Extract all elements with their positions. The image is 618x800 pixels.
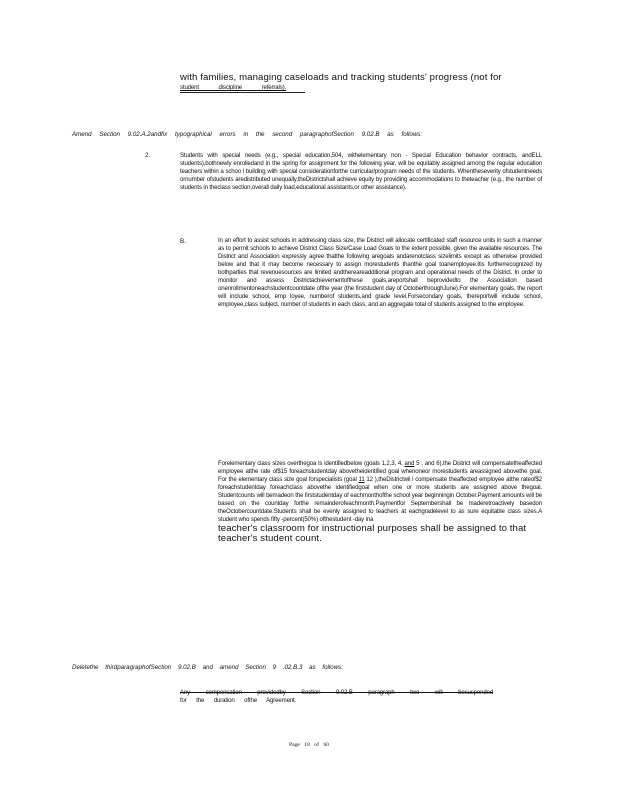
item-b-letter: B.: [180, 238, 186, 245]
para2-underlined-11: 11: [358, 476, 365, 484]
delete-instruction: Deletethe thirdparagraphofSection 9.02.B and amend Section 9 .02.B.3 as follows:: [72, 664, 343, 671]
item-2-text: Students with special needs (e.g., special education,504, withelementary non - Special Education behavior contracts, andELL students),bothnewly enrolledand in the spring for assignment for the following year, will be equitably assigned among the regular education teachers within a schoo l building with special considerationforthe curricular/program needs of the students. Whentheseverity ofstudentneeds ornumber ofstudents aredistributed unequally,theDistrictshall achieve equity by providing accommodations to theteacher (e.g., the number of students in theclass section,overall daily load,educational assistants,or other assistance).: [180, 152, 542, 192]
para2-text-b: 5 , and 6),the District will compensatetheaffected employee atthe rate of$15 foreachstudentday abovetheidentified goal whenoneor morestudents areassigned abovethe goal. For the elementary class size goal forspecialists (goal: [218, 460, 542, 484]
item-2-number: 2.: [145, 152, 151, 159]
page-footer: Page 18 of 60: [289, 742, 329, 748]
final-rest-text: for the duration ofthe Agreement.: [180, 697, 297, 705]
intro-rule: [180, 92, 305, 93]
item-b-paragraph-1: In an effort to assist schools in addressing class size, the District will allocate certificated staff resource units in such a manner as to permit schools to achieve District Class Size/Case Load Goals to the extent possible, given the available resources. The District and Association expressly agree thatthe following aregoals andarenotclass sizelimits except as otherwise provided below and that it may become necessary to assign morestudents thanthe goal toanemployee.Itis furtherrecognized by bothparties that revenuesources are limited andthereareadditional program and operational needs of the District. In order to monitor and assess Districtachievementofthese goals,areportshall beprovidedto the Association based onenrollmentoneachstudentcountdate ofthe year (the firststudent day of OctoberthroughJune).For elementary goals, the report will include school, emp loyee, numberof students,and grade level.Forsecondary goals, thereportwill include school, employee,class subject, number of students in each class, and an aggregate total of students assigned to the employee.: [218, 237, 542, 309]
intro-line-1: with families, managing caseloads and tracking students' progress (not for: [180, 72, 502, 83]
intro-text: [180, 73, 580, 93]
final-struck-text: Any compensation providedby Section 9.02.B paragraph two will besuspended: [180, 689, 494, 696]
para2-text-c: 12 ),theDistrictwil l compensate theaffected employee atthe rateof$2 foreachstudentday foreachclass abovethe identifiedgoal when one or more students are assigned above thegoal. Studentcounts will bemadeon the firststudentday of eachmonthofthe school year beginningin October.Payment amounts will be based on the countday forthe remainderofeachmonth.Paymentfor Septembershall be maderetroactively basedon theOctobercountdate.Students shall be evenly assigned to teachers at eachgradelevel to as sure equitable class sizes.A student who spends fifty -percent(50%) ofthestudent -day ina: [218, 476, 542, 524]
para2-text-a: Forelementary class sizes overthegoa ls identifiedbelow (goals 1,2,3, 4,: [218, 460, 405, 467]
amend-instruction-1: Amend Section 9.02.A.2andfix typographical errors in the second paragraphofSection 9.02.B as follows:: [72, 131, 423, 138]
para2-large-text: teacher's classroom for instructional purposes shall be assigned to that teacher's student count.: [218, 523, 527, 545]
item-b-paragraph-2: [218, 460, 542, 544]
final-paragraph: [180, 689, 545, 705]
para2-underlined-and: and: [404, 460, 415, 467]
intro-line-2: student discipline referrals).: [180, 84, 287, 91]
